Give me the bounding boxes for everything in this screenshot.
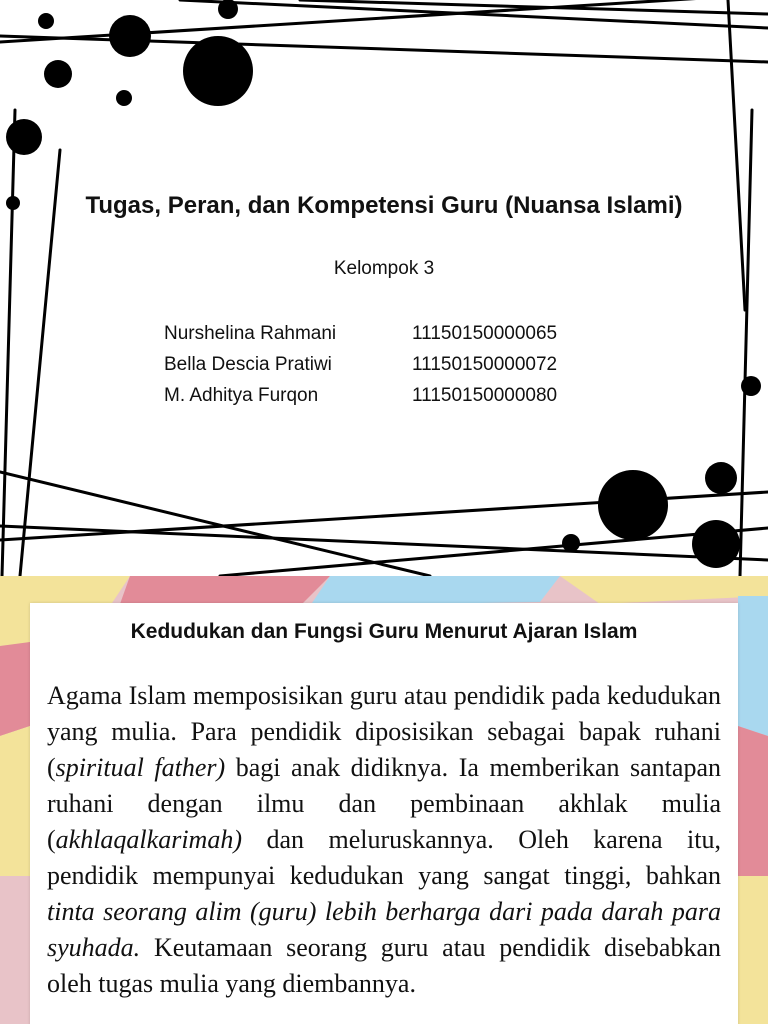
body-italic-text: spiritual father) [55,753,226,782]
body-text: bagi anak didiknya. Ia memberikan santapan ruhani dengan ilmu dan pembinaan akhlak mulia ( [47,753,721,854]
body-text: Agama Islam memposisikan guru atau pendidik pada kedudukan yang mulia. Para pendidik diposisikan sebagai bapak ruhani ( [47,681,721,782]
member-row [164,380,612,411]
member-row [164,318,612,349]
member-name: M. Adhitya Furqon [164,384,319,406]
slide-title: Tugas, Peran, dan Kompetensi Guru (Nuansa Islami) [85,192,683,219]
section-title: Kedudukan dan Fungsi Guru Menurut Ajaran Islam [130,620,638,643]
body-paragraph [47,678,721,1002]
body-italic-text: tinta seorang alim (guru) lebih berharga dari pada darah para syuhada. [47,897,721,962]
body-italic-text: akhlaqalkarimah) [55,825,242,854]
member-list [164,318,612,411]
member-name: Bella Descia Pratiwi [164,353,332,375]
member-nim: 11150150000080 [412,384,558,406]
member-row [164,349,612,380]
member-nim: 11150150000072 [412,353,558,375]
member-name: Nurshelina Rahmani [164,322,337,344]
content-slide [0,576,768,1024]
body-text: Keutamaan seorang guru atau pendidik disebabkan oleh tugas mulia yang diembannya. [47,933,721,998]
body-text: dan meluruskannya. Oleh karena itu, pendidik mempunyai kedudukan yang sangat tinggi, bahkan [47,825,721,890]
member-nim: 11150150000065 [412,322,558,344]
group-label: Kelompok 3 [333,258,435,279]
